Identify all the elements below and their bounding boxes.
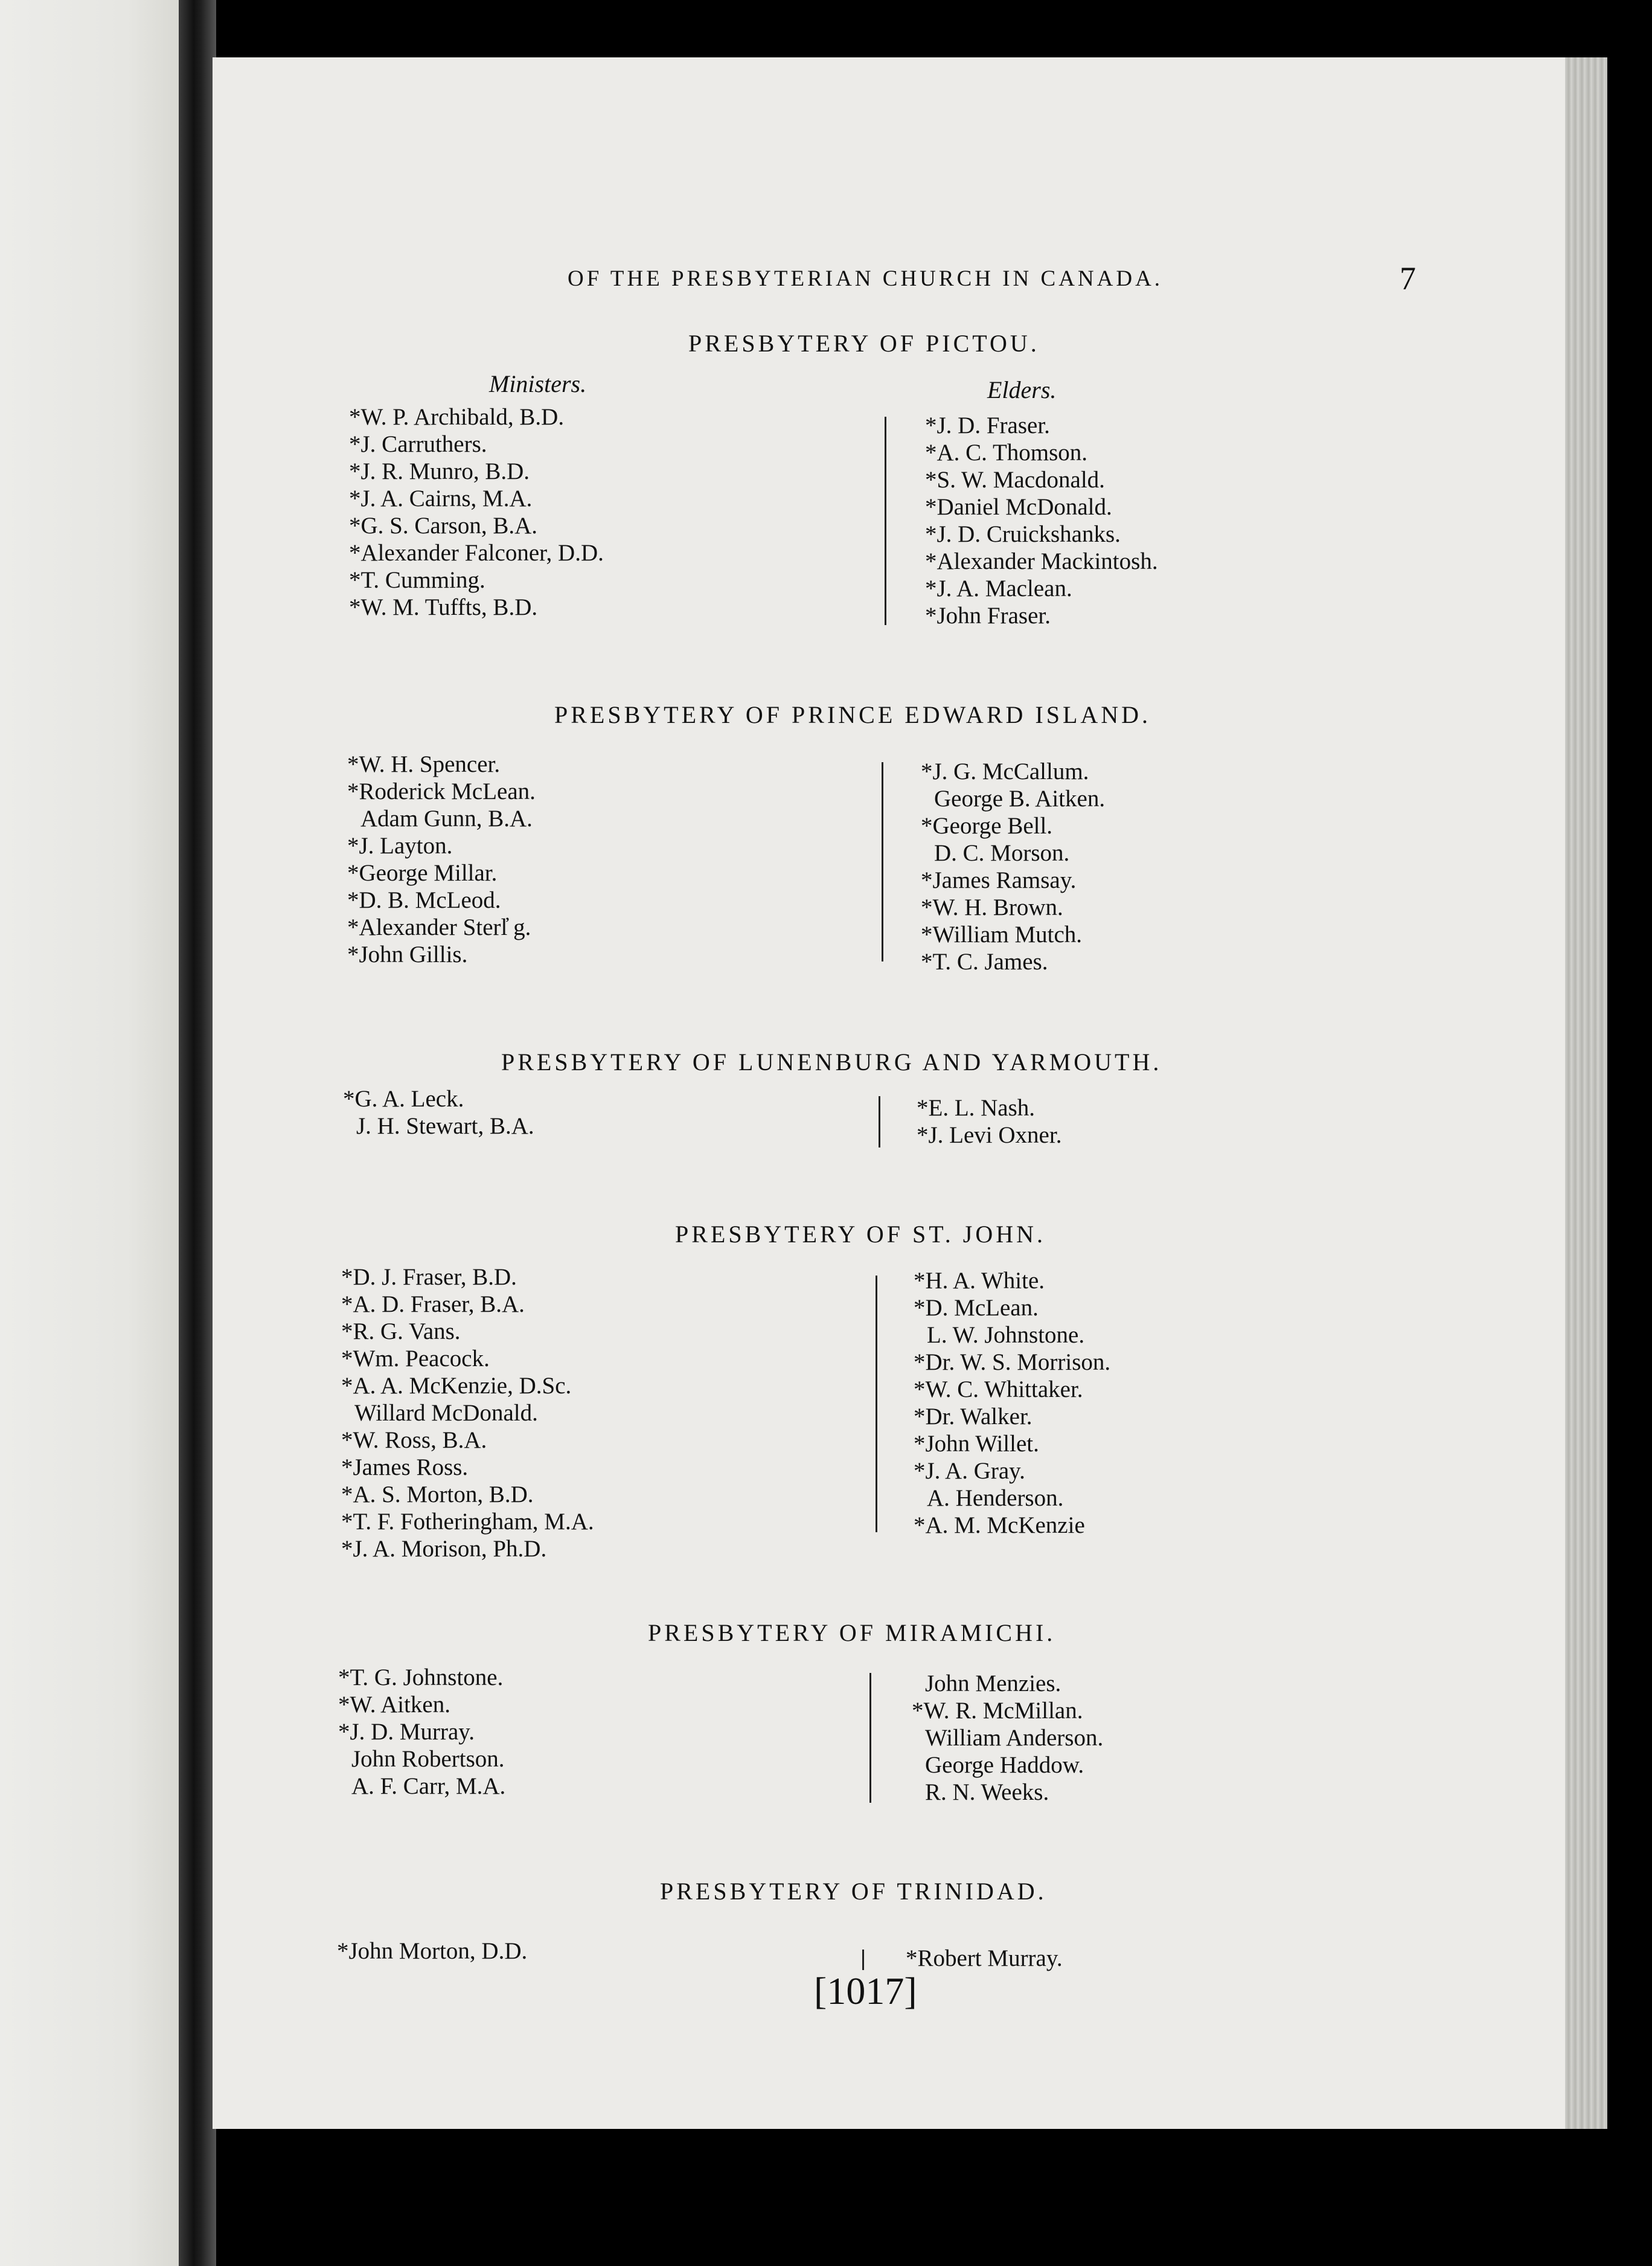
list-item: *John Fraser. (925, 603, 1051, 629)
list-item: *T. Cumming. (349, 567, 485, 593)
page-number: 7 (1400, 260, 1416, 297)
ministers-heading: Ministers. (489, 370, 587, 397)
list-item: A. F. Carr, M.A. (351, 1773, 506, 1799)
list-item: *J. A. Cairns, M.A. (349, 486, 533, 512)
list-item: *J. R. Munro, B.D. (349, 458, 530, 484)
ministers-list-trinidad (337, 1937, 527, 1965)
ministers-list-st-john (341, 1263, 594, 1562)
column-divider (862, 1950, 864, 1970)
list-item: J. H. Stewart, B.A. (356, 1113, 534, 1139)
list-item: *James Ross. (341, 1454, 469, 1480)
list-item: R. N. Weeks. (925, 1779, 1049, 1805)
list-item: *Roderick McLean. (347, 778, 536, 804)
list-item: *H. A. White. (914, 1268, 1045, 1294)
list-item: *A. A. McKenzie, D.Sc. (341, 1373, 572, 1399)
list-item: *D. J. Fraser, B.D. (341, 1264, 517, 1290)
book-spine (179, 0, 216, 2266)
list-item: *J. D. Murray. (338, 1719, 475, 1745)
ministers-list-pictou (349, 403, 604, 621)
list-item: *G. A. Leck. (343, 1086, 464, 1112)
list-item: *D. McLean. (914, 1295, 1039, 1321)
folio-number: [1017] (814, 1969, 917, 2012)
list-item: *W. Aitken. (338, 1692, 450, 1718)
list-item: *J. D. Fraser. (925, 412, 1050, 438)
list-item: Willard McDonald. (354, 1400, 538, 1426)
list-item: *W. P. Archibald, B.D. (349, 404, 565, 430)
list-item: *John Gillis. (347, 942, 468, 968)
section-title-prince-edward-island: PRESBYTERY OF PRINCE EDWARD ISLAND. (554, 701, 1151, 728)
list-item: *Dr. W. S. Morrison. (914, 1349, 1111, 1375)
column-divider (869, 1673, 871, 1803)
list-item: *George Millar. (347, 860, 498, 886)
list-item: *J. Levi Oxner. (917, 1122, 1062, 1148)
list-item: *A. C. Thomson. (925, 440, 1088, 466)
list-item: *J. A. Gray. (914, 1458, 1025, 1484)
list-item: *W. H. Spencer. (347, 751, 501, 777)
list-item: *Alexander Sterl̓ g. (347, 914, 531, 940)
list-item: George Haddow. (925, 1752, 1084, 1778)
list-item: William Anderson. (925, 1725, 1104, 1751)
list-item: *J. D. Cruickshanks. (925, 521, 1121, 547)
list-item: Adam Gunn, B.A. (360, 806, 533, 832)
list-item: L. W. Johnstone. (927, 1322, 1085, 1348)
list-item: *S. W. Macdonald. (925, 467, 1105, 493)
elders-list-st-john (914, 1267, 1110, 1539)
list-item: *T. G. Johnstone. (338, 1664, 504, 1690)
section-title-pictou: PRESBYTERY OF PICTOU. (688, 330, 1040, 357)
list-item: George B. Aitken. (934, 786, 1106, 812)
elders-list-miramichi (912, 1670, 1103, 1806)
column-divider (882, 762, 883, 961)
list-item: *Daniel McDonald. (925, 494, 1112, 520)
ministers-list-pei (347, 751, 536, 968)
elders-list-pei (921, 758, 1105, 975)
elders-list-pictou (925, 412, 1158, 629)
list-item: *Robert Murray. (906, 1945, 1063, 1971)
list-item: A. Henderson. (927, 1485, 1064, 1511)
list-item: *J. Carruthers. (349, 431, 487, 457)
list-item: *A. S. Morton, B.D. (341, 1481, 534, 1507)
section-title-st-john: PRESBYTERY OF ST. JOHN. (675, 1221, 1046, 1248)
section-title-lunenburg-yarmouth: PRESBYTERY OF LUNENBURG AND YARMOUTH. (501, 1048, 1162, 1076)
list-item: *A. D. Fraser, B.A. (341, 1291, 525, 1317)
section-title-trinidad: PRESBYTERY OF TRINIDAD. (660, 1878, 1047, 1905)
list-item: *Alexander Mackintosh. (925, 548, 1158, 574)
list-item: *E. L. Nash. (917, 1095, 1036, 1121)
ministers-list-miramichi (338, 1664, 505, 1800)
list-item: John Menzies. (925, 1671, 1061, 1696)
section-title-miramichi: PRESBYTERY OF MIRAMICHI. (648, 1619, 1056, 1646)
list-item: *D. B. McLeod. (347, 887, 501, 913)
list-item: John Robertson. (351, 1746, 505, 1772)
list-item: *W. M. Tuffts, B.D. (349, 594, 538, 620)
list-item: *James Ramsay. (921, 867, 1077, 893)
list-item: *William Mutch. (921, 922, 1083, 948)
list-item: *W. R. McMillan. (912, 1698, 1083, 1724)
elders-list-trinidad (906, 1945, 1063, 1972)
list-item: *J. G. McCallum. (921, 759, 1089, 785)
list-item: *T. F. Fotheringham, M.A. (341, 1509, 594, 1535)
list-item: *A. M. McKenzie (914, 1512, 1085, 1538)
facing-page (0, 0, 181, 2266)
list-item: *W. H. Brown. (921, 894, 1063, 920)
column-divider (885, 417, 886, 625)
list-item: *John Morton, D.D. (337, 1938, 528, 1964)
list-item: *R. G. Vans. (341, 1318, 461, 1344)
list-item: *G. S. Carson, B.A. (349, 513, 538, 539)
list-item: *Dr. Walker. (914, 1404, 1032, 1430)
list-item: D. C. Morson. (934, 840, 1070, 866)
list-item: *J. A. Morison, Ph.D. (341, 1536, 547, 1562)
list-item: *Wm. Peacock. (341, 1346, 490, 1372)
running-head: OF THE PRESBYTERIAN CHURCH IN CANADA. (568, 266, 1164, 291)
column-divider (876, 1276, 877, 1532)
list-item: *J. A. Maclean. (925, 576, 1072, 602)
list-item: *John Willet. (914, 1431, 1039, 1457)
page-edge (1565, 57, 1607, 2129)
column-divider (879, 1096, 880, 1147)
elders-list-lunenburg (917, 1094, 1061, 1149)
list-item: *W. Ross, B.A. (341, 1427, 487, 1453)
list-item: *T. C. James. (921, 949, 1048, 975)
list-item: *J. Layton. (347, 833, 453, 859)
list-item: *George Bell. (921, 813, 1053, 839)
elders-heading: Elders. (987, 376, 1057, 403)
list-item: *Alexander Falconer, D.D. (349, 540, 604, 566)
ministers-list-lunenburg (343, 1085, 534, 1140)
list-item: *W. C. Whittaker. (914, 1376, 1083, 1402)
